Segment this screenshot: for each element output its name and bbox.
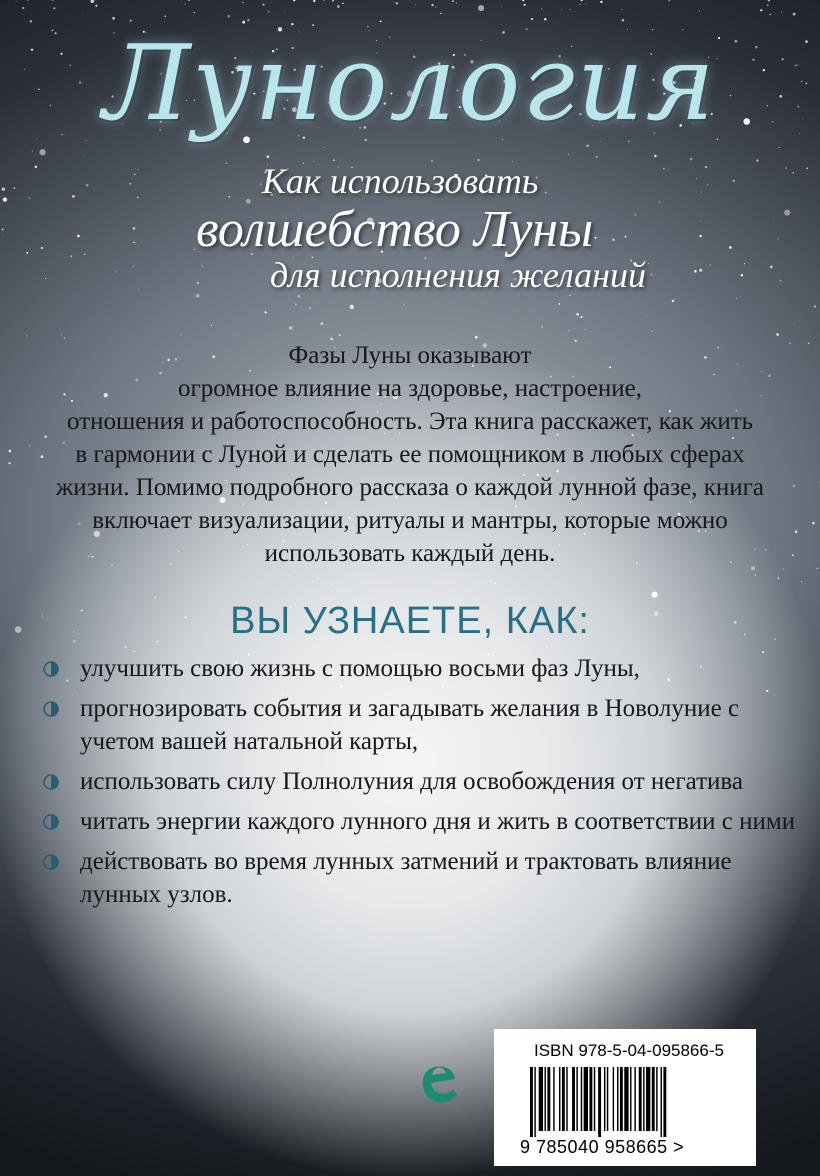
subtitle-line-2: волшебство Луны: [196, 201, 594, 258]
description: [0, 339, 820, 570]
list-item: [43, 692, 803, 758]
description-line: отношения и работоспособность. Эта книга расскажет, как жить: [66, 408, 754, 435]
learn-heading: ВЫ УЗНАЕТЕ, КАК:: [230, 600, 590, 642]
book-title: Лунология: [103, 22, 717, 144]
eksmo-logo-icon: [413, 1043, 463, 1113]
list-item-text: действовать во время лунных затмений и трактовать влияние лунных узлов.: [80, 848, 732, 908]
subtitle-line-1: Как использовать: [262, 161, 539, 201]
list-item: [43, 805, 803, 838]
description-line: включает визуализации, ритуалы и мантры, которые можно: [92, 507, 728, 534]
list-item: [43, 845, 803, 911]
learn-list: [43, 652, 803, 918]
list-item-text: читать энергии каждого лунного дня и жить в соответствии с ними: [80, 808, 796, 835]
list-item: [43, 765, 803, 798]
description-line: жизни. Помимо подробного рассказа о каждой лунной фазе, книга: [56, 474, 764, 501]
barcode-panel: [494, 1029, 756, 1166]
half-moon-icon: [43, 661, 59, 677]
barcode-digits: 9 785040 958665 >: [520, 1137, 685, 1157]
barcode: [530, 1067, 720, 1137]
half-moon-icon: [43, 814, 59, 830]
isbn-label: ISBN 978-5-04-095866-5: [534, 1041, 724, 1060]
half-moon-icon: [43, 854, 59, 870]
half-moon-icon: [43, 701, 59, 717]
list-item: [43, 652, 803, 685]
description-line: в гармонии с Луной и сделать ее помощником в любых сферах: [75, 441, 745, 468]
list-item-text: улучшить свою жизнь с помощью восьми фаз Луны,: [80, 655, 640, 682]
half-moon-icon: [43, 774, 59, 790]
description-line: Фазы Луны оказывают: [288, 342, 532, 369]
subtitle-line-3: для исполнения желаний: [270, 255, 646, 295]
description-line: использовать каждый день.: [264, 540, 556, 567]
list-item-text: прогнозировать события и загадывать желания в Новолуние с учетом вашей натальной карты,: [80, 695, 740, 755]
list-item-text: использовать силу Полнолуния для освобождения от негатива: [80, 768, 743, 795]
description-line: огромное влияние на здоровье, настроение,: [177, 375, 643, 402]
